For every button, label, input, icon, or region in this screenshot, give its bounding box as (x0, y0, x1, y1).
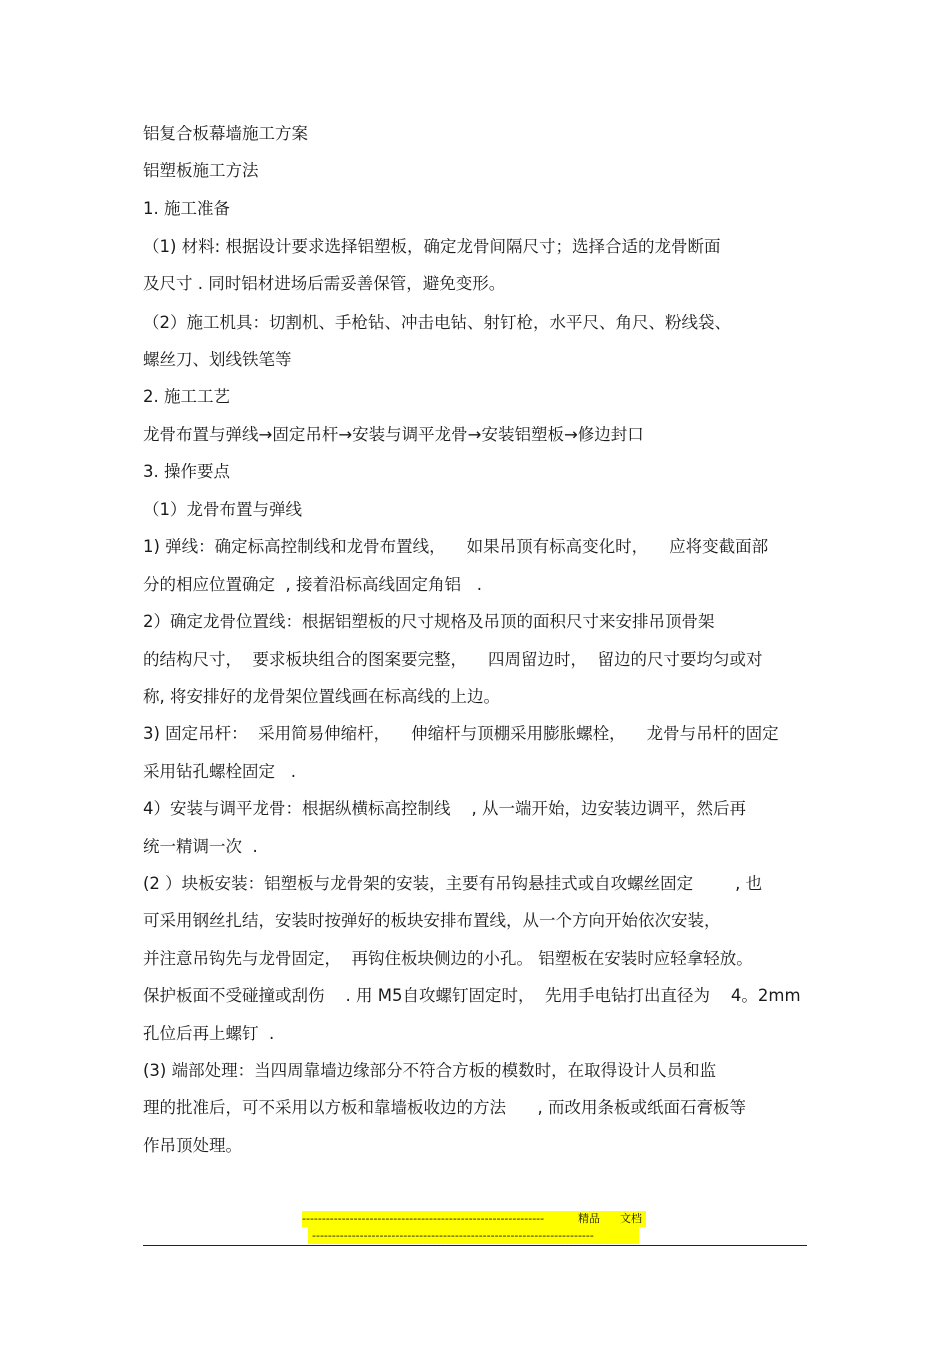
subsection-heading: 3. 操作要点 (143, 462, 230, 481)
paragraph-line: 采用钻孔螺栓固定 . (143, 762, 296, 781)
paragraph-line: 可采用钢丝扎结，安装时按弹好的板块安排布置线，从一个方向开始依次安装， (143, 911, 721, 930)
paragraph-line: （1）龙骨布置与弹线 (143, 500, 302, 519)
paragraph-line: 的结构尺寸， 要求板块组合的图案要完整， 四周留边时， 留边的尺寸要均匀或对 (143, 650, 763, 669)
paragraph-line: 作吊顶处理。 (143, 1136, 242, 1155)
paragraph-line: 统一精调一次 . (143, 837, 258, 856)
footer-rule (143, 1245, 807, 1246)
section-heading: 铝塑板施工方法 (143, 161, 259, 180)
footer-dashes: ----------------------------------------------------------------------- (312, 1229, 594, 1242)
paragraph-line: 保护板面不受碰撞或刮伤 . 用 M5自攻螺钉固定时， 先用手电钻打出直径为 4。2mm (143, 986, 801, 1005)
paragraph-line: (2 ）块板安装：铝塑板与龙骨架的安装，主要有吊钩悬挂式或自攻螺丝固定 , 也 (143, 874, 763, 893)
paragraph-line: （2）施工机具：切割机、手枪钻、冲击电钻、射钉枪，水平尺、角尺、粉线袋、 (143, 313, 731, 332)
subsection-heading: 1. 施工准备 (143, 199, 230, 218)
document-title: 铝复合板幕墙施工方案 (143, 124, 308, 143)
footer-label-wendang: 文档 (620, 1212, 642, 1225)
footer-highlight-bottom (308, 1227, 639, 1244)
paragraph-line: 理的批准后，可不采用以方板和靠墙板收边的方法 , 而改用条板或纸面石膏板等 (143, 1098, 746, 1117)
subsection-heading: 2. 施工工艺 (143, 387, 230, 406)
footer-label-jingpin: 精品 (578, 1212, 600, 1225)
paragraph-line: 2）确定龙骨位置线：根据铝塑板的尺寸规格及吊顶的面积尺寸来安排吊顶骨架 (143, 612, 715, 631)
paragraph-line: 称, 将安排好的龙骨架位置线画在标高线的上边。 (143, 687, 500, 706)
paragraph-line: 分的相应位置确定 , 接着沿标高线固定角铝 . (143, 575, 482, 594)
paragraph-line: 1) 弹线：确定标高控制线和龙骨布置线， 如果吊顶有标高变化时， 应将变截面部 (143, 537, 769, 556)
paragraph-line: 3) 固定吊杆： 采用简易伸缩杆， 伸缩杆与顶棚采用膨胀螺栓， 龙骨与吊杆的固定 (143, 724, 779, 743)
paragraph-line: （1) 材料: 根据设计要求选择铝塑板，确定龙骨间隔尺寸；选择合适的龙骨断面 (143, 237, 721, 256)
footer-dashes: ------------------------------------------------------------- (302, 1212, 545, 1225)
paragraph-line: 并注意吊钩先与龙骨固定， 再钩住板块侧边的小孔。 铝塑板在安装时应轻拿轻放。 (143, 949, 753, 968)
paragraph-line: (3) 端部处理：当四周靠墙边缘部分不符合方板的模数时，在取得设计人员和监 (143, 1061, 717, 1080)
paragraph-line: 及尺寸 . 同时铝材进场后需妥善保管，避免变形。 (143, 274, 506, 293)
paragraph-line: 4）安装与调平龙骨：根据纵横标高控制线 , 从一端开始，边安装边调平，然后再 (143, 799, 746, 818)
paragraph-line: 孔位后再上螺钉 . (143, 1024, 275, 1043)
paragraph-line: 螺丝刀、划线铁笔等 (143, 350, 292, 369)
footer-highlight-top (302, 1211, 646, 1227)
paragraph-line: 龙骨布置与弹线→固定吊杆→安装与调平龙骨→安装铝塑板→修边封口 (143, 425, 644, 444)
